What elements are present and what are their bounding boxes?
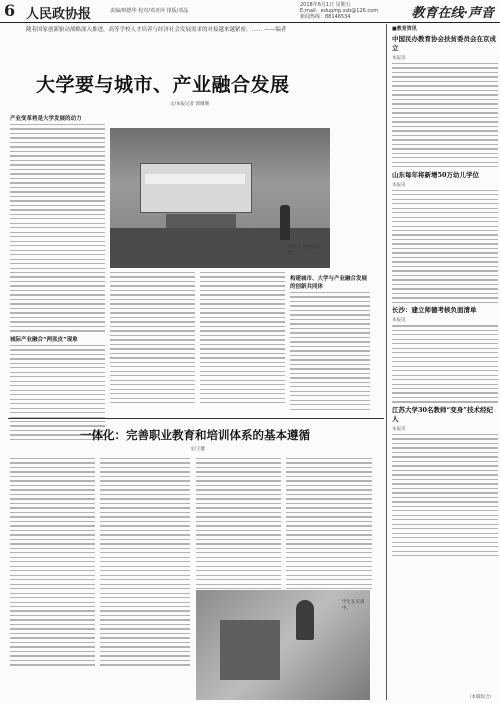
- news-byline-3: 本报讯: [392, 318, 406, 324]
- news-title-3: 长沙：建立师德考核负面清单: [392, 306, 477, 315]
- photo-caption: 国际大学校长论坛……: [288, 245, 320, 256]
- main-article-col-4: [290, 272, 370, 413]
- intro-text: 随着国家创新驱动战略深入推进，高等学校人才培养与经济社会发展需求的对接越来越紧密。……: [26, 27, 263, 33]
- section-divider: [8, 418, 384, 419]
- news-title-1: 中国民办教育协会扶贫委员会在京成立: [392, 35, 496, 52]
- text-block: [200, 272, 285, 403]
- editor-meta: 责编/韩德华 校对/邓亚萍 排版/邓晶: [110, 8, 189, 14]
- masthead: 人民政协报: [26, 7, 92, 22]
- main-subhead-3: 构建城市、大学与产业融合发展的创新共同体: [290, 276, 368, 290]
- stage-screen: [140, 163, 252, 213]
- news-byline-4: 本报讯: [392, 426, 406, 432]
- text-block: [10, 124, 105, 332]
- issue-email: E-mail：edupmp.ssb@126.com: [300, 8, 379, 14]
- second-article-col-1: [10, 458, 95, 669]
- main-article-col-1: [10, 112, 105, 443]
- second-byline: 文/王健: [190, 447, 206, 452]
- news-title-4: 江苏大学30名教师“变身”技术经纪人: [392, 405, 494, 423]
- second-article-col-2: [100, 458, 190, 669]
- main-article-col-2: [110, 272, 195, 407]
- footer-note: （本版综合）: [467, 695, 494, 700]
- main-article-col-3: [200, 272, 285, 407]
- main-byline: 文/本报记者 郭珊珊: [170, 102, 209, 107]
- workshop-machine: [220, 620, 280, 680]
- issue-phone: 新闻热线：88146534: [300, 14, 351, 20]
- text-block: [392, 63, 498, 167]
- training-photo-caption: 学生在实训中。: [342, 600, 365, 611]
- main-subhead-2: 城际产业融合“两张皮”现象: [10, 336, 78, 343]
- page-header: [0, 0, 500, 23]
- news-tag: ■教育资讯: [392, 26, 417, 32]
- column-divider: [386, 24, 387, 700]
- text-block: [290, 292, 370, 410]
- text-block: [100, 458, 190, 666]
- main-subhead-1: 产业变革将是大学发展的动力: [10, 116, 82, 122]
- issue-date: 2018年6月1日 星期五: [300, 2, 351, 8]
- issue-info: [300, 2, 378, 20]
- news-title-2: 山东每年将新增50万幼儿学位: [392, 170, 480, 179]
- text-block: [110, 272, 195, 403]
- intro-paragraph: [26, 26, 366, 34]
- text-block: [286, 458, 372, 589]
- intro-source: ——编者: [264, 27, 287, 33]
- second-article-col-3: [196, 458, 281, 593]
- news-byline-1: 本报讯: [392, 56, 406, 61]
- news-byline-2: 本报讯: [392, 182, 406, 188]
- text-block: [392, 325, 498, 403]
- text-block: [10, 458, 95, 666]
- student-figure: [296, 600, 314, 640]
- text-block: [196, 458, 281, 589]
- main-headline: 大学要与城市、产业融合发展: [36, 74, 290, 96]
- second-article-col-4: [286, 458, 372, 593]
- text-block: [10, 345, 105, 440]
- text-block: [392, 434, 498, 556]
- speaker-figure: [280, 205, 290, 240]
- text-block: [392, 190, 498, 303]
- page-number: 6: [4, 1, 16, 20]
- right-news-column: [392, 24, 498, 560]
- section-title: 教育在线·声音: [411, 6, 494, 21]
- second-headline: 一体化：完善职业教育和培训体系的基本遵循: [80, 428, 310, 442]
